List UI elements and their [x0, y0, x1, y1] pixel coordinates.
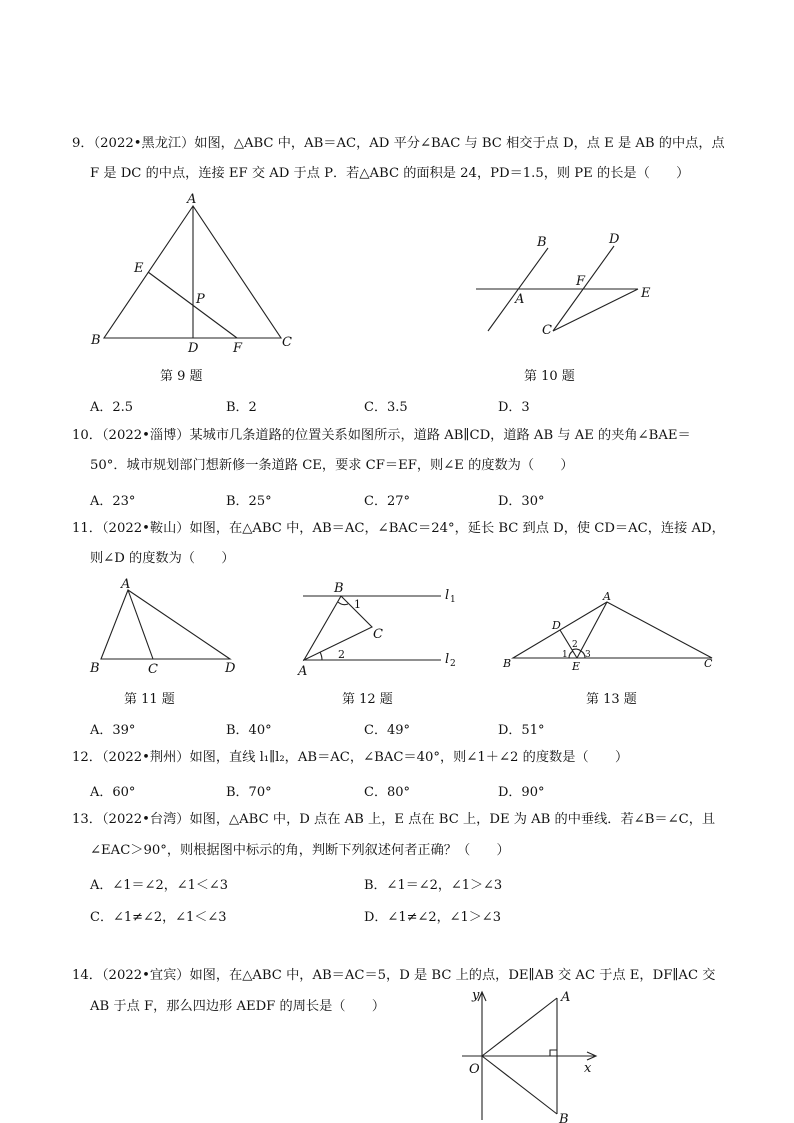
q10-caption: 第 10 题 — [524, 369, 575, 384]
q10-option-a[interactable]: A．23° — [90, 494, 136, 509]
q12-label-l2-sub: 2 — [450, 659, 456, 669]
q9-option-d[interactable]: D．3 — [498, 400, 530, 415]
q9-label-F: F — [233, 341, 243, 356]
q13-stem-line1: 13．（2022•台湾）如图，△ABC 中，D 点在 AB 上，E 点在 BC 上，DE 为 AB 的中垂线．若∠B＝∠C，且 — [72, 812, 716, 827]
q12-label-one: 1 — [354, 598, 361, 611]
q12-option-c[interactable]: C．80° — [364, 785, 410, 800]
q14-label-A: A — [561, 990, 571, 1005]
q10-label-D: D — [609, 232, 620, 247]
q9-stem-line1: 9．（2022•黑龙江）如图，△ABC 中，AB＝AC，AD 平分∠BAC 与 BC 相交于点 D，点 E 是 AB 的中点，点 — [72, 136, 725, 151]
q9-option-b[interactable]: B．2 — [226, 400, 257, 415]
q13-label-E: E — [572, 660, 581, 673]
q12-label-B: B — [334, 581, 344, 596]
q10-option-c[interactable]: C．27° — [364, 494, 410, 509]
q10-stem-line1: 10．（2022•淄博）某城市几条道路的位置关系如图所示，道路 AB∥CD，道路 AB 与 AE 的夹角∠BAE＝ — [72, 428, 691, 443]
q14-label-B: B — [559, 1112, 569, 1123]
q9-label-B: B — [91, 333, 101, 348]
q12-label-C: C — [373, 627, 383, 642]
q13-option-c[interactable]: C．∠1≠∠2，∠1＜∠3 — [90, 910, 227, 925]
q11-label-C: C — [148, 662, 158, 677]
q9-label-D: D — [188, 341, 199, 356]
q11-stem-line2: 则∠D 的度数为（ ） — [90, 551, 235, 566]
q13-label-D: D — [552, 619, 561, 632]
q13-option-b[interactable]: B．∠1＝∠2，∠1＞∠3 — [364, 878, 503, 893]
q9-option-a[interactable]: A．2.5 — [90, 400, 134, 415]
q13-label-A: A — [603, 590, 611, 603]
q12-label-l1-sub: 1 — [450, 595, 456, 605]
q13-caption: 第 13 题 — [586, 692, 637, 707]
q12-stem-line1: 12．（2022•荆州）如图，直线 l₁∥l₂，AB＝AC，∠BAC＝40°，则∠1＋∠2 的度数是（ ） — [72, 750, 629, 765]
q11-label-B: B — [90, 661, 100, 676]
q10-label-C: C — [542, 323, 552, 338]
q10-label-B: B — [537, 235, 547, 250]
q9-label-E: E — [134, 261, 144, 276]
q12-option-b[interactable]: B．70° — [226, 785, 272, 800]
q9-stem-line2: F 是 DC 的中点，连接 EF 交 AD 于点 P．若△ABC 的面积是 24，PD＝1.5，则 PE 的长是（ ） — [90, 166, 690, 181]
q12-label-A: A — [298, 664, 308, 679]
q13-label-one: 1 — [562, 650, 568, 660]
q11-stem-line1: 11．（2022•鞍山）如图，在△ABC 中，AB＝AC，∠BAC＝24°，延长 BC 到点 D，使 CD＝AC，连接 AD， — [72, 521, 725, 536]
q11-option-d[interactable]: D．51° — [498, 723, 545, 738]
q11-option-b[interactable]: B．40° — [226, 723, 272, 738]
q13-option-d[interactable]: D．∠1≠∠2，∠1＞∠3 — [364, 910, 501, 925]
q12-label-two: 2 — [338, 648, 345, 661]
q14-label-x: x — [584, 1061, 592, 1076]
q9-label-P: P — [196, 292, 205, 307]
q14-label-y: y — [472, 988, 480, 1003]
q11-label-A: A — [121, 577, 131, 592]
q9-label-A: A — [187, 192, 197, 207]
q9-label-C: C — [282, 335, 292, 350]
q12-label-l1: l — [445, 588, 450, 603]
q9-caption: 第 9 题 — [160, 369, 203, 384]
q13-option-a[interactable]: A．∠1＝∠2，∠1＜∠3 — [90, 878, 229, 893]
q12-label-l2: l — [445, 652, 450, 667]
q11-option-c[interactable]: C．49° — [364, 723, 410, 738]
q12-option-d[interactable]: D．90° — [498, 785, 545, 800]
q13-label-B: B — [503, 657, 512, 670]
q14-stem-line2: AB 于点 F，那么四边形 AEDF 的周长是（ ） — [90, 999, 386, 1014]
q12-option-a[interactable]: A．60° — [90, 785, 136, 800]
q13-label-C: C — [704, 657, 713, 670]
q11-caption: 第 11 题 — [124, 692, 175, 707]
q13-label-three: 3 — [585, 650, 591, 660]
q9-option-c[interactable]: C．3.5 — [364, 400, 408, 415]
q10-label-F: F — [576, 274, 586, 289]
q10-option-d[interactable]: D．30° — [498, 494, 545, 509]
q13-stem-line2: ∠EAC＞90°，则根据图中标示的角，判断下列叙述何者正确？（ ） — [90, 843, 510, 858]
q10-label-A: A — [515, 292, 525, 307]
q10-option-b[interactable]: B．25° — [226, 494, 272, 509]
q14-stem-line1: 14．（2022•宜宾）如图，在△ABC 中，AB＝AC＝5，D 是 BC 上的点，DE∥AB 交 AC 于点 E，DF∥AC 交 — [72, 968, 716, 983]
q12-caption: 第 12 题 — [342, 692, 393, 707]
q10-stem-line2: 50°．城市规划部门想新修一条道路 CE，要求 CF＝EF，则∠E 的度数为（ ） — [90, 458, 574, 473]
q10-label-E: E — [641, 286, 651, 301]
q11-option-a[interactable]: A．39° — [90, 723, 136, 738]
q11-label-D: D — [225, 661, 236, 676]
q14-label-O: O — [469, 1062, 480, 1077]
q13-label-two: 2 — [572, 640, 578, 650]
